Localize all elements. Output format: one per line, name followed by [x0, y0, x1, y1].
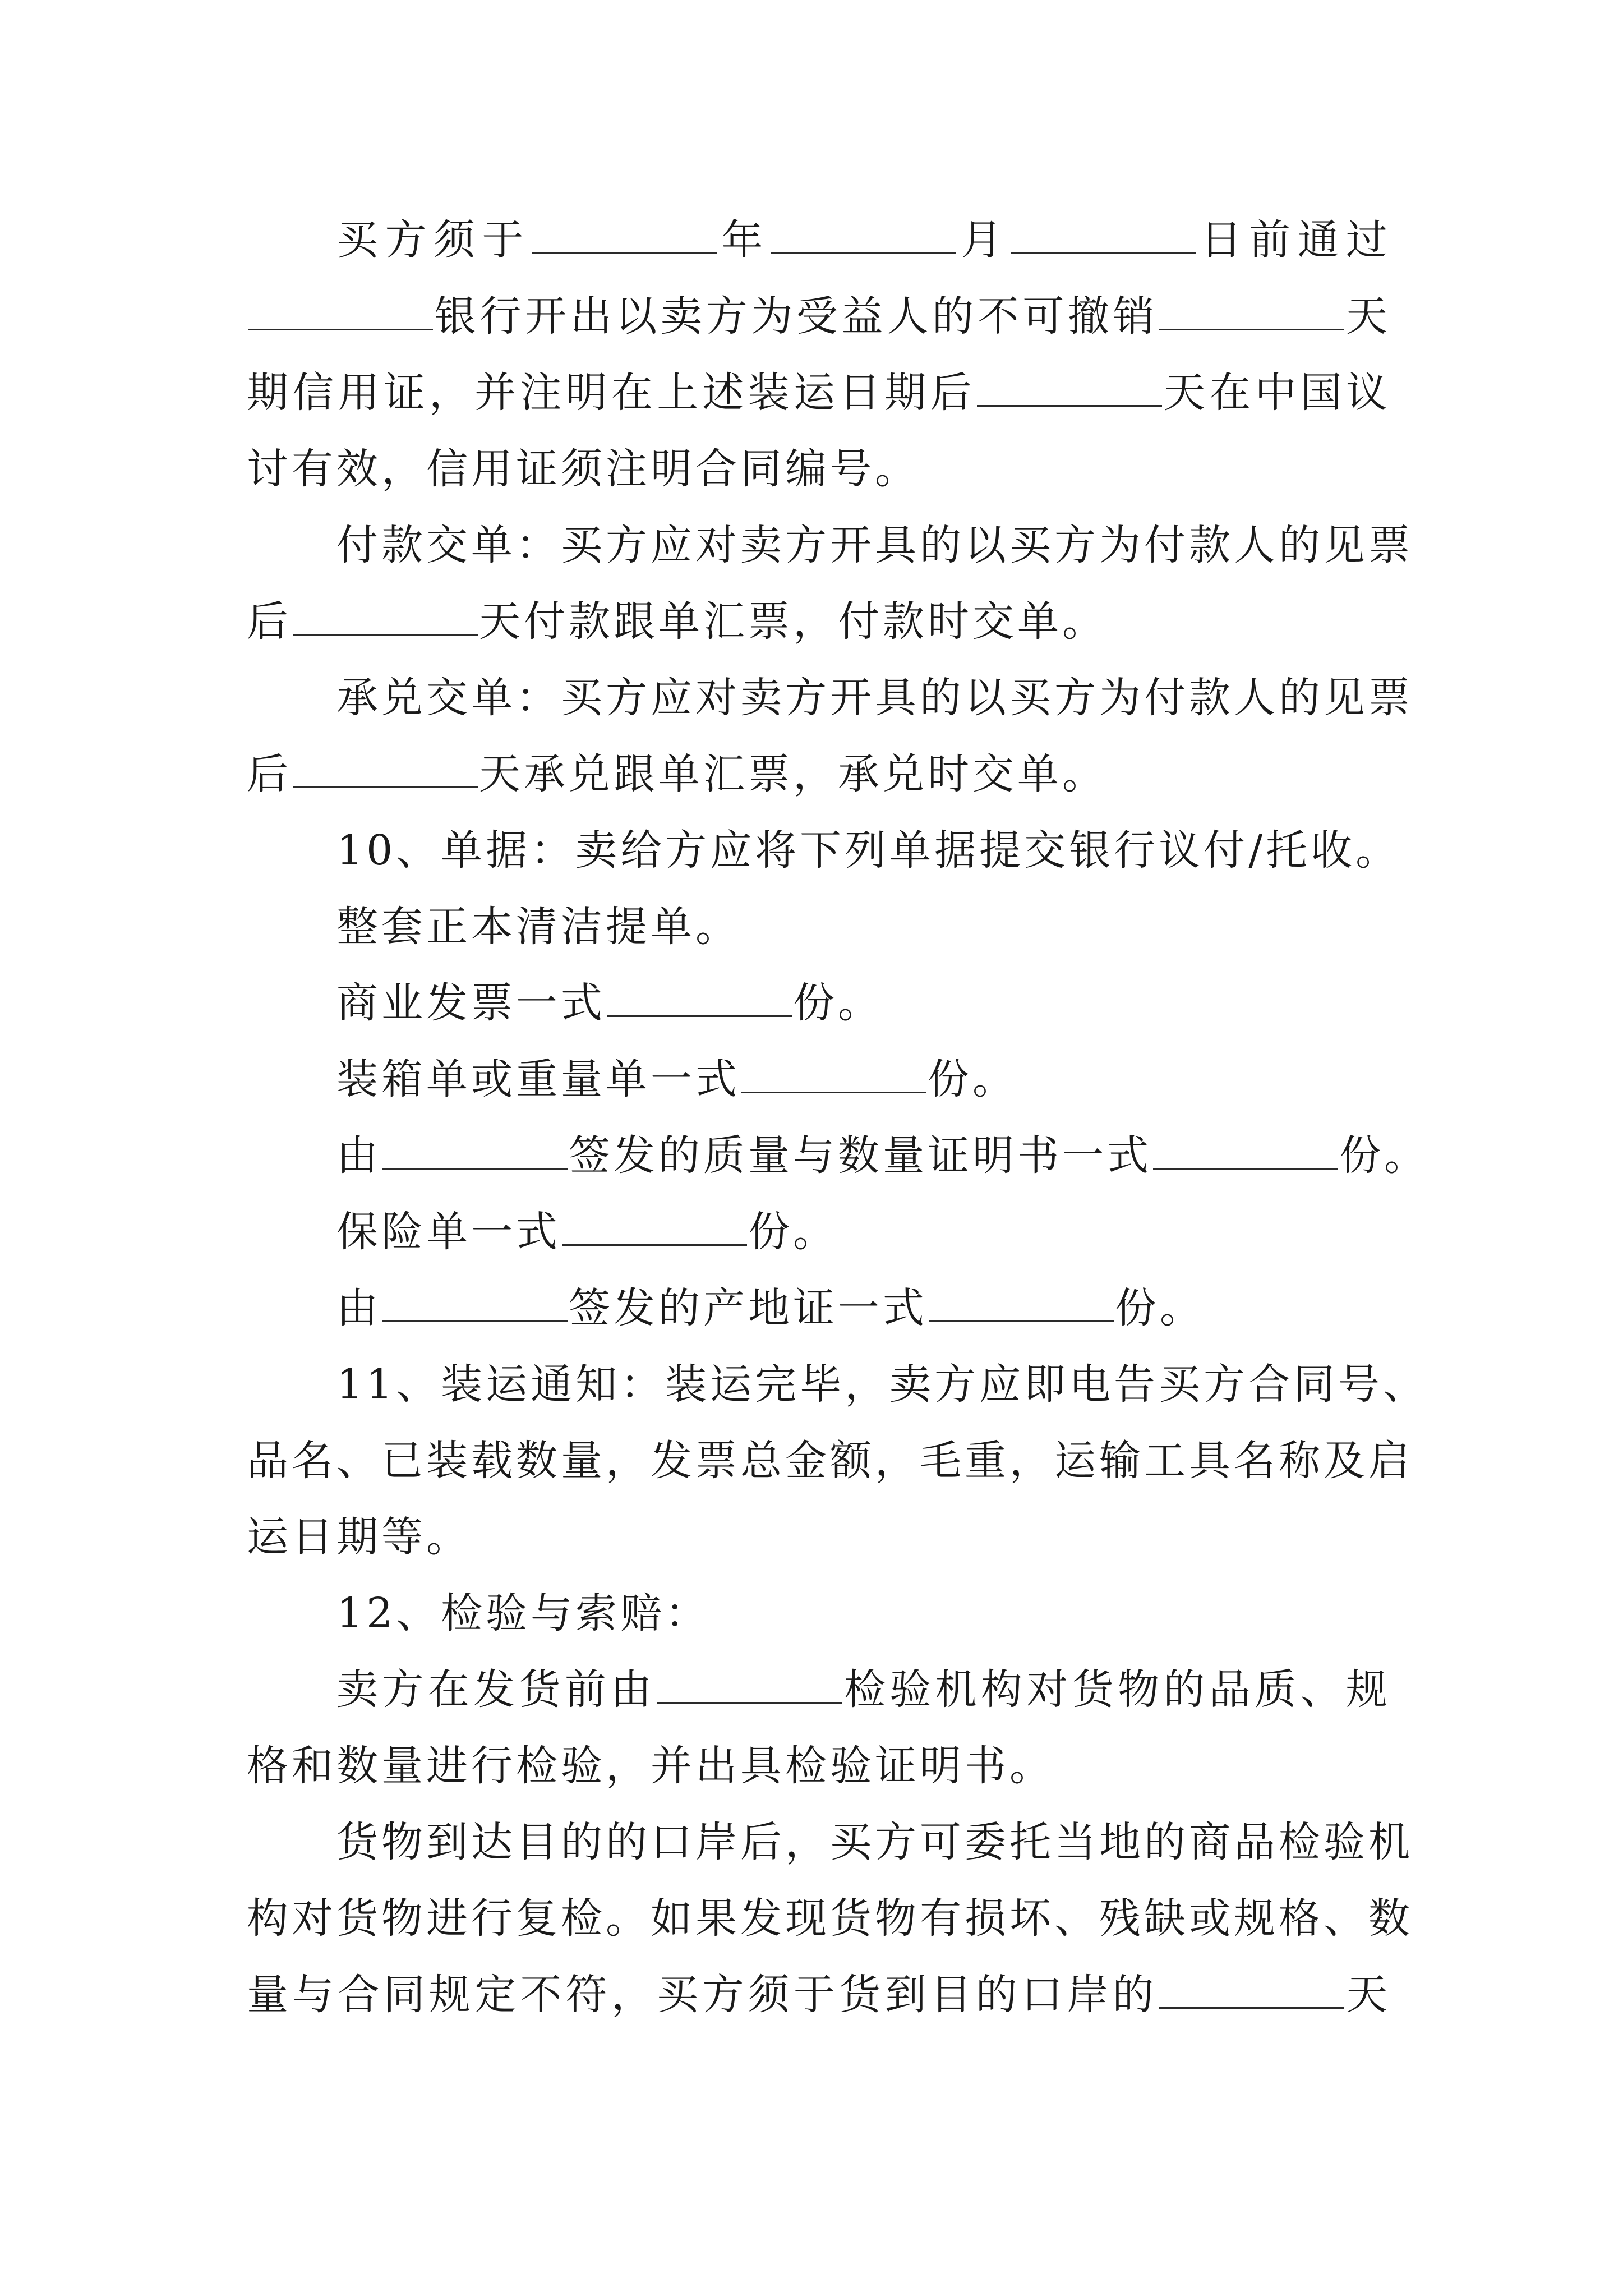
fill-in-blank: [1011, 219, 1196, 254]
text-segment: 保险单一式: [336, 1208, 561, 1256]
text-segment: 天: [1345, 1971, 1391, 2019]
text-segment: 由: [336, 1131, 381, 1180]
text-segment: 承兑交单：买方应对卖方开具的以买方为付款人的见票: [336, 674, 1413, 722]
text-line: [247, 1967, 1391, 2023]
text-segment: 12、检验与索赔：: [336, 1589, 711, 1637]
fill-in-blank: [977, 371, 1162, 407]
text-segment: 10、单据：卖给方应将下列单据提交银行议付/托收。: [336, 826, 1401, 875]
fill-in-blank: [293, 753, 478, 788]
text-segment: 天在中国议: [1163, 369, 1391, 417]
text-line: [247, 1890, 1413, 1947]
text-segment: 年: [718, 216, 770, 264]
text-segment: 由: [336, 1284, 381, 1332]
text-segment: 后: [247, 597, 292, 646]
text-line: [247, 212, 1391, 268]
text-line: [247, 822, 1401, 878]
text-segment: 货物到达目的的口岸后，买方可委托当地的商品检验机: [336, 1818, 1413, 1866]
fill-in-blank: [741, 1058, 926, 1093]
text-line: [247, 1051, 1391, 1107]
fill-in-blank: [607, 982, 792, 1017]
fill-in-blank: [1159, 295, 1344, 330]
fill-in-blank: [532, 219, 717, 254]
text-line: [247, 670, 1413, 726]
text-line: [247, 1662, 1391, 1718]
text-line: [247, 1356, 1428, 1412]
text-segment: 买方须于: [336, 216, 531, 264]
text-line: [247, 517, 1413, 573]
text-segment: 构对货物进行复检。如果发现货物有损坏、残缺或规格、数: [247, 1894, 1413, 1943]
text-line: [247, 365, 1391, 421]
fill-in-blank: [248, 295, 433, 330]
text-line: [247, 975, 1391, 1031]
text-segment: 检验机构对货物的品质、规: [843, 1665, 1391, 1714]
text-segment: 付款交单：买方应对卖方开具的以买方为付款人的见票: [336, 521, 1413, 569]
text-segment: 签发的质量与数量证明书一式: [569, 1131, 1152, 1180]
fill-in-blank: [1153, 1134, 1338, 1170]
text-line: [247, 1433, 1413, 1489]
text-line: [247, 1814, 1413, 1870]
fill-in-blank: [771, 219, 956, 254]
fill-in-blank: [293, 600, 478, 636]
text-segment: 份。: [928, 1055, 1017, 1103]
text-segment: 份。: [1339, 1131, 1429, 1180]
text-line: [247, 1280, 1391, 1336]
text-line: [247, 746, 1391, 802]
text-line: [247, 441, 1391, 497]
fill-in-blank: [382, 1134, 568, 1170]
text-line: [247, 1128, 1429, 1184]
text-segment: 天付款跟单汇票，付款时交单。: [479, 597, 1107, 646]
text-segment: 份。: [793, 979, 883, 1027]
text-segment: 后: [247, 750, 292, 798]
text-line: [247, 1738, 1391, 1794]
fill-in-blank: [1159, 1973, 1344, 2009]
text-line: [247, 1204, 1391, 1260]
fill-in-blank: [562, 1211, 747, 1246]
text-segment: 份。: [748, 1208, 838, 1256]
text-segment: 整套正本清洁提单。: [336, 903, 740, 951]
fill-in-blank: [382, 1287, 568, 1322]
text-line: [247, 288, 1391, 344]
text-segment: 银行开出以卖方为受益人的不可撤销: [434, 292, 1159, 341]
text-segment: 期信用证，并注明在上述装运日期后: [247, 369, 976, 417]
text-line: [247, 899, 1391, 955]
text-segment: 品名、已装载数量，发票总金额，毛重，运输工具名称及启: [247, 1437, 1413, 1485]
text-segment: 天承兑跟单汇票，承兑时交单。: [479, 750, 1107, 798]
text-line: [247, 1509, 1391, 1565]
text-segment: 月: [957, 216, 1009, 264]
text-segment: 份。: [1115, 1284, 1205, 1332]
text-segment: 天: [1345, 292, 1391, 341]
text-segment: 卖方在发货前由: [336, 1665, 656, 1714]
text-segment: 日前通过: [1197, 216, 1391, 264]
text-segment: 讨有效，信用证须注明合同编号。: [247, 445, 920, 493]
text-segment: 格和数量进行检验，并出具检验证明书。: [247, 1742, 1054, 1790]
text-line: [247, 1585, 1391, 1641]
text-segment: 量与合同规定不符，买方须于货到目的口岸的: [247, 1971, 1158, 2019]
text-segment: 装箱单或重量单一式: [336, 1055, 740, 1103]
text-segment: 运日期等。: [247, 1513, 471, 1561]
text-line: [247, 593, 1391, 650]
text-segment: 商业发票一式: [336, 979, 606, 1027]
text-segment: 11、装运通知：装运完毕，卖方应即电告买方合同号、: [336, 1360, 1428, 1409]
text-segment: 签发的产地证一式: [569, 1284, 928, 1332]
fill-in-blank: [657, 1668, 842, 1704]
fill-in-blank: [929, 1287, 1114, 1322]
